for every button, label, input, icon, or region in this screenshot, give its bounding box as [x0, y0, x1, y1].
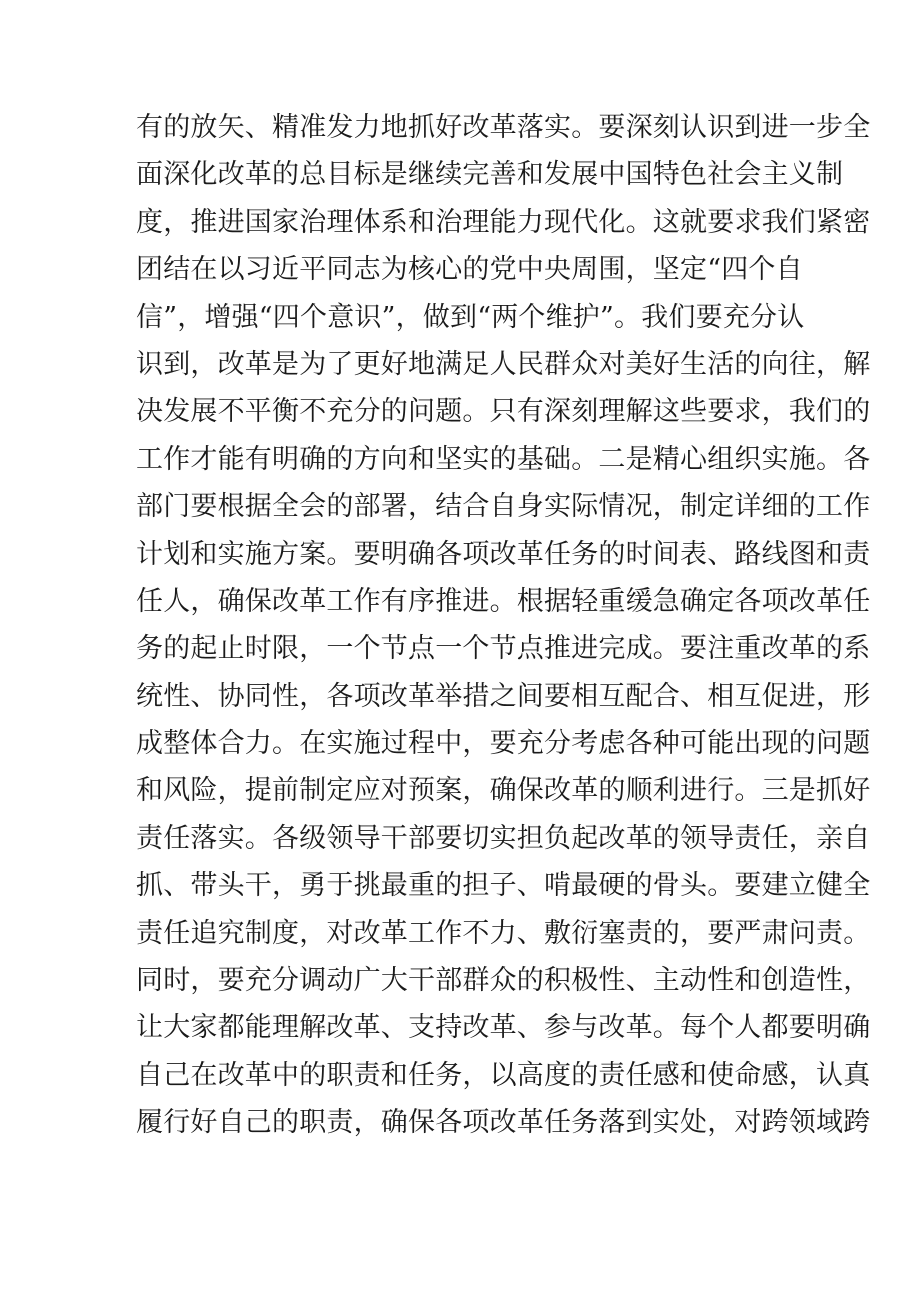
text-line: 抓、带头干，勇于挑最重的担子、啃最硬的骨头。要建立健全: [136, 870, 871, 902]
text-line: 和风险，提前制定应对预案，确保改革的顺利进行。三是抓好: [136, 775, 871, 807]
text-line: 同时，要充分调动广大干部群众的积极性、主动性和创造性，: [136, 965, 871, 997]
text-line: 决发展不平衡不充分的问题。只有深刻理解这些要求，我们的: [136, 396, 871, 428]
text-line: 统性、协同性，各项改革举措之间要相互配合、相互促进，形: [136, 680, 871, 712]
text-line: 工作才能有明确的方向和坚实的基础。二是精心组织实施。各: [136, 443, 871, 475]
text-line: 让大家都能理解改革、支持改革、参与改革。每个人都要明确: [136, 1012, 871, 1044]
text-line: 履行好自己的职责，确保各项改革任务落到实处，对跨领域跨: [136, 1107, 871, 1139]
text-line: 信”，增强“四个意识”，做到“两个维护”。我们要充分认: [136, 301, 805, 333]
text-line: 团结在以习近平同志为核心的党中央周围，坚定“四个自: [136, 254, 803, 286]
text-line: 部门要根据全会的部署，结合自身实际情况，制定详细的工作: [136, 491, 871, 523]
text-line: 有的放矢、精准发力地抓好改革落实。要深刻认识到进一步全: [136, 112, 871, 143]
body-text: [136, 104, 871, 1147]
text-line: 成整体合力。在实施过程中，要充分考虑各种可能出现的问题: [136, 728, 871, 760]
text-line: 度，推进国家治理体系和治理能力现代化。这就要求我们紧密: [136, 206, 871, 238]
text-line: 责任追究制度，对改革工作不力、敷衍塞责的，要严肃问责。: [136, 917, 871, 949]
text-line: 任人，确保改革工作有序推进。根据轻重缓急确定各项改革任: [136, 585, 871, 617]
text-line: 识到，改革是为了更好地满足人民群众对美好生活的向往，解: [136, 348, 871, 380]
text-line: 计划和实施方案。要明确各项改革任务的时间表、路线图和责: [136, 538, 871, 570]
text-line: 务的起止时限，一个节点一个节点推进完成。要注重改革的系: [136, 633, 871, 665]
text-line: 自己在改革中的职责和任务，以高度的责任感和使命感，认真: [136, 1059, 871, 1091]
text-line: 面深化改革的总目标是继续完善和发展中国特色社会主义制: [136, 159, 844, 191]
text-line: 责任落实。各级领导干部要切实担负起改革的领导责任，亲自: [136, 822, 871, 854]
